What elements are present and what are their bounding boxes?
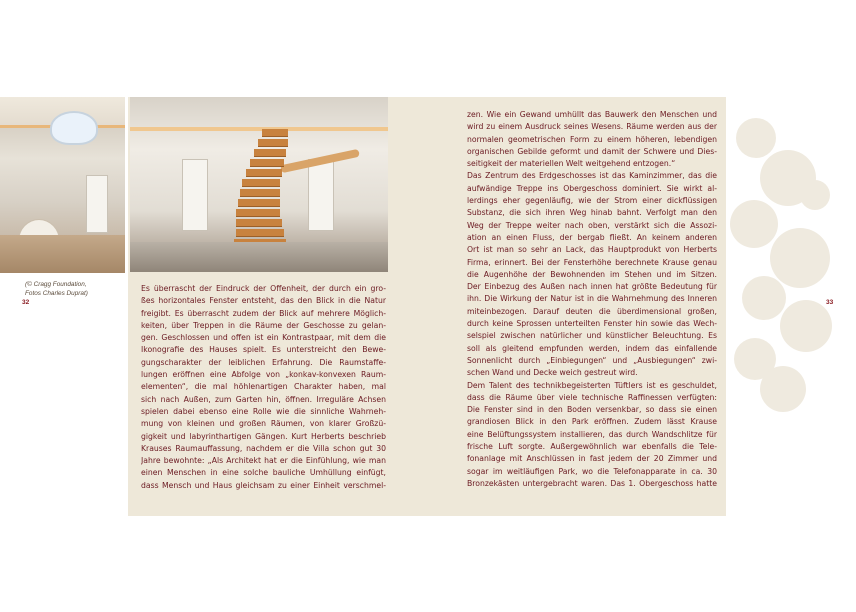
text-line: mung von kleinen und großen Räumen, von klarer Großzü-	[141, 419, 386, 429]
text-line: Bronzekästen untergebracht waren. Das 1. Obergeschoss hatte	[467, 478, 717, 488]
caption-line: Fotos Charles Duprat)	[25, 290, 88, 297]
text-line: seitigkeit der materiellen Welt weitgehend entzogen.“	[467, 159, 676, 169]
floor-shape	[130, 242, 388, 272]
door-shape	[86, 175, 108, 233]
text-line: spielen dabei ebenso eine Rolle wie die sinnliche Wahrneh-	[141, 406, 386, 416]
text-line: gigkeit und labyrinthartigen Gängen. Kurt Herberts beschrieb	[141, 431, 386, 441]
text-line: eine Belüftungssystem installieren, das durch Wandschlitze für	[467, 429, 717, 439]
text-line: elementen“, die mal höhlenartigen Charakter haben, mal	[141, 382, 386, 392]
text-line: die Augenhöhe der Bewohnenden im Stehen und im Sitzen.	[467, 269, 717, 279]
text-line: freigibt. Es überrascht zudem der Blick auf mehrere Möglich-	[141, 308, 386, 318]
text-line: Das Zentrum des Erdgeschosses ist das Kaminzimmer, das die	[467, 171, 717, 181]
skylight-shape	[50, 111, 98, 145]
text-line: wird zu einem Ausdruck seines Wesens. Räume werden aus der	[467, 122, 717, 132]
text-line: keiten, über Treppen in die Räume der Geschosse zu gelan-	[141, 320, 386, 330]
text-line: soll als gleitend empfunden werden, indem das einfallende	[467, 343, 717, 353]
caption-line: (© Cragg Foundation,	[25, 281, 87, 288]
text-line: ihn. Die Wirkung der Natur ist in die Wahrnehmung des Inneren	[467, 294, 717, 304]
text-line: Sonnenlicht durch „Einbiegungen“ und „Ausbiegungen“ zwi-	[467, 355, 717, 365]
text-line: Ort ist man so sehr an Lack, das Hauptprodukt von Herberts	[467, 245, 717, 255]
text-line: frische Luft sorgte. Außergewöhnlich war ebenfalls die Tele-	[467, 442, 717, 452]
text-line: Die Fenster sind in den Boden versenkbar, so dass sie einen	[467, 405, 717, 415]
text-line: Der Einbezug des Außen nach innen hat größte Bedeutung für	[467, 282, 717, 292]
text-line: selspiel zwischen natürlicher und künstlicher Beleuchtung. Es	[467, 331, 717, 341]
text-line: Ikonografie des Hauses spielt. Es unterstreicht den Bewe-	[141, 345, 386, 355]
page-number-right: 33	[826, 299, 834, 306]
floor-shape	[0, 235, 125, 273]
text-line: gungscharakter der leiblichen Erfahrung. Die Raumstaffe-	[141, 357, 386, 367]
text-line: lungen eröffnen eine Abfolge von „konkav-konvexen Raum-	[141, 370, 386, 380]
text-line: fonanlage mit Anschlüssen in fast jedem der 20 Zimmer und	[467, 454, 717, 464]
text-line: miteinbezogen. Darauf deuten die überdimensional großen,	[467, 306, 717, 316]
text-line: gen. Geschlossen und offen ist ein Kontrastpaar, mit dem die	[141, 333, 386, 343]
text-line: durch keine Sprossen unterteilten Fenster hin sowie das Wech-	[467, 319, 717, 329]
text-line: ßes horizontales Fenster entsteht, das den Blick in die Natur	[141, 296, 386, 306]
text-line: Firma, erinnert. Bei der Fensterhöhe berechnete Krause genau	[467, 257, 717, 267]
text-line: Krauses Raumauffassung, nachdem er die Villa schon gut 30	[141, 443, 386, 453]
door-shape	[308, 159, 334, 231]
text-line: normalen geometrischen Form zu einem höheren, lebendigen	[467, 134, 717, 144]
text-line: dass die Räume über viele technische Raffinessen verfügten:	[467, 392, 717, 402]
text-line: Weg der Treppe weiter nach oben, verstärkt sich die Assozi-	[467, 220, 717, 230]
photo-caption	[25, 280, 125, 298]
text-line: Es überrascht der Eindruck der Offenheit, der durch ein gro-	[141, 284, 386, 293]
text-line: organischen Gebilde geformt und damit der Schwere und Dies-	[467, 146, 717, 156]
text-line: grandiosen Blick in den Park eröffnen. Zudem lässt Krause	[467, 417, 717, 427]
left-text-column	[141, 283, 386, 492]
text-line: Jahre bewohnte: „Als Architekt hat er die Einfühlung, wie man	[141, 456, 386, 466]
door-shape	[182, 159, 208, 231]
text-line: schen Wand und Decke weich gestreut wird.	[467, 368, 638, 378]
right-text-column	[467, 109, 717, 490]
interior-photo-staircase	[130, 97, 388, 272]
interior-photo-small	[0, 97, 125, 273]
text-line: einen Menschen in eine solche bauliche Umhüllung einfügt,	[141, 468, 386, 478]
text-line: lerdings eher gegenläufig, wie der Strom einer dickflüssigen	[467, 196, 717, 206]
text-line: aufwändige Treppe ins Obergeschoss dominiert. Sie wirkt al-	[467, 183, 717, 193]
text-line: ation an einen Fluss, der bergab fließt. An keinem anderen	[467, 232, 717, 242]
text-line: zen. Wie ein Gewand umhüllt das Bauwerk den Menschen und	[467, 110, 717, 119]
text-line: Substanz, die sich ihren Weg hinab bahnt. Verfolgt man den	[467, 208, 717, 218]
text-line: Dem Talent des technikbegeisterten Tüftlers ist es geschuldet,	[467, 380, 717, 390]
text-line: sich nach Außen, zum Garten hin, öffnen. Irreguläre Achsen	[141, 394, 386, 404]
text-line: dass Mensch und Haus gleichsam zu einer Einheit verschmel-	[141, 480, 386, 490]
text-line: sogar im weitläufigen Park, wo die Telefonapparate in ca. 30	[467, 466, 717, 476]
page-number-left: 32	[22, 299, 30, 306]
